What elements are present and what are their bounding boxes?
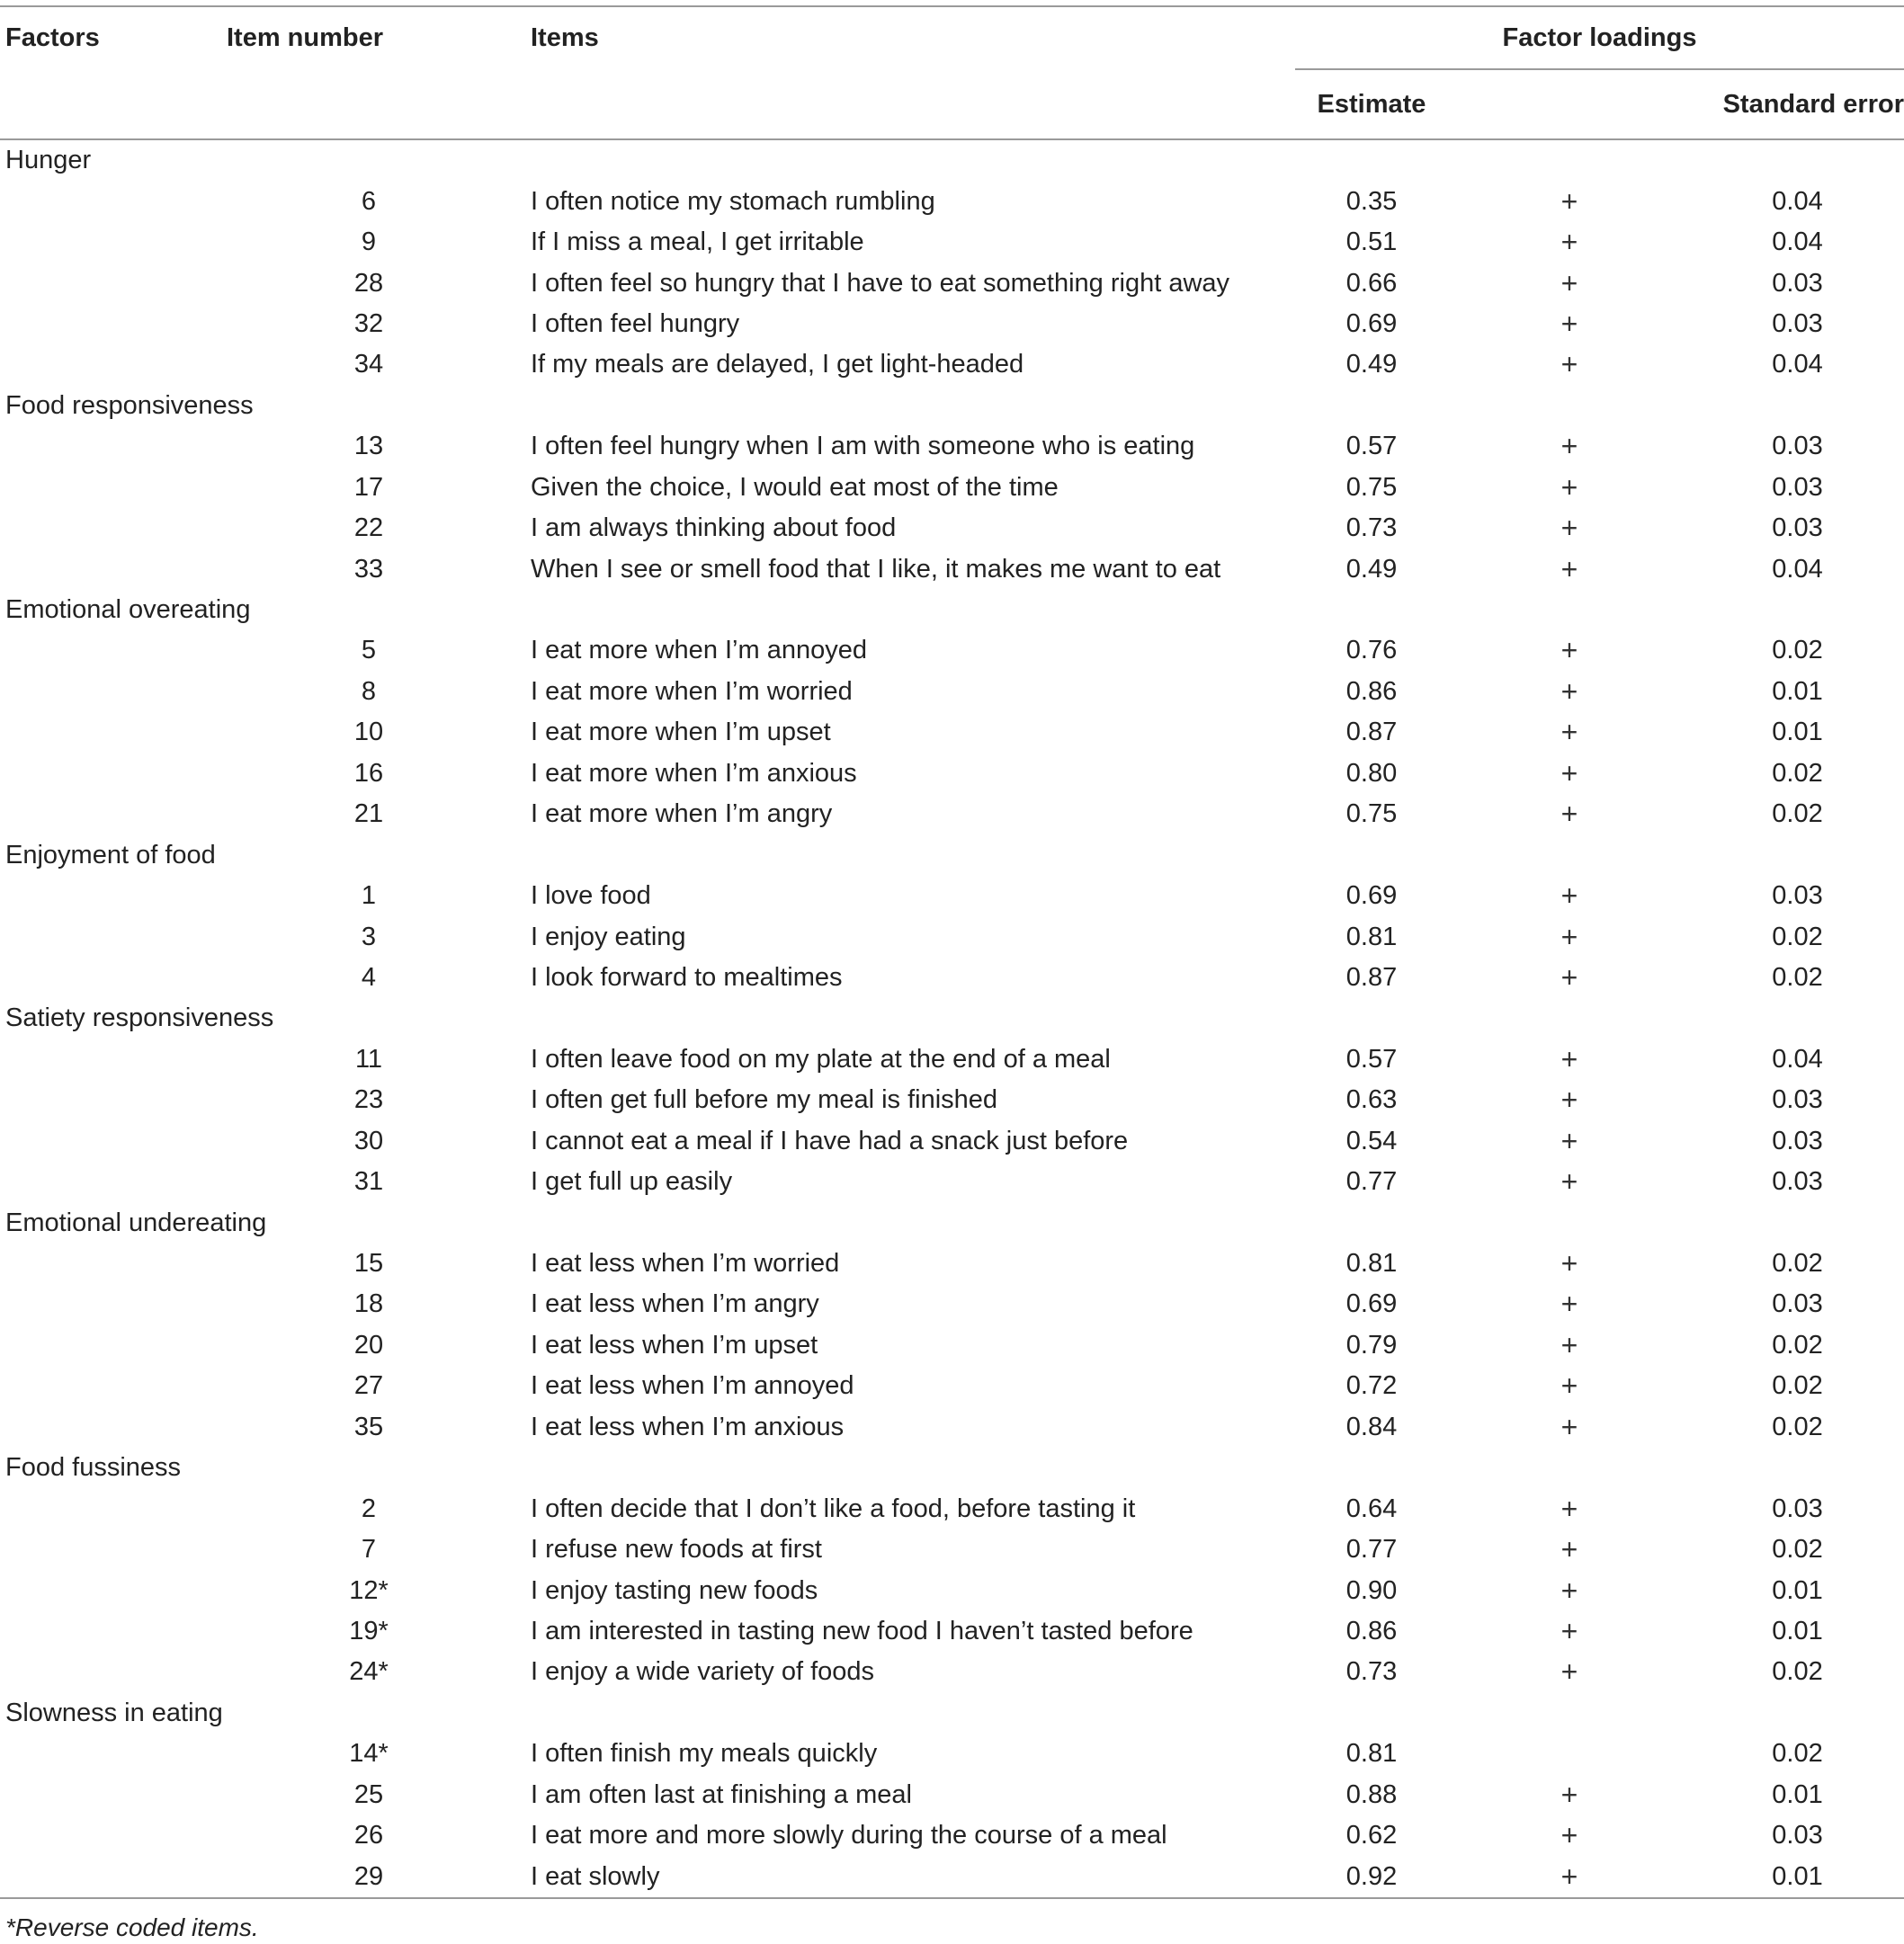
standard-error-value: 0.02 xyxy=(1772,1412,1823,1441)
estimate-value: 0.57 xyxy=(1345,1044,1398,1074)
standard-error-value: 0.03 xyxy=(1772,472,1823,502)
blank-cell xyxy=(0,1856,216,1897)
significance-mark: + xyxy=(1560,348,1578,381)
item-text: I often decide that I don’t like a food, before tasting it xyxy=(531,1494,1136,1523)
item-number: 15 xyxy=(353,1249,384,1279)
header-row-2 xyxy=(0,69,1904,139)
header-spacer xyxy=(1448,69,1691,139)
table-footnote: *Reverse coded items. xyxy=(5,1913,259,1941)
standard-error-value: 0.01 xyxy=(1772,676,1823,706)
item-number: 25 xyxy=(353,1779,384,1809)
factor-group-row xyxy=(0,1693,1904,1734)
table-row xyxy=(0,1652,1904,1692)
factor-name: Enjoyment of food xyxy=(5,840,216,869)
table-row xyxy=(0,754,1904,794)
item-number: 17 xyxy=(353,472,384,502)
blank-cell xyxy=(0,1366,216,1406)
standard-error-value: 0.02 xyxy=(1772,1535,1823,1565)
significance-mark: + xyxy=(1560,1410,1578,1443)
significance-mark: + xyxy=(1560,879,1578,913)
item-text: I often notice my stomach rumbling xyxy=(531,186,935,216)
item-text: I enjoy a wide variety of foods xyxy=(531,1657,875,1687)
item-text: I eat more when I’m anxious xyxy=(531,758,857,788)
table-row xyxy=(0,344,1904,385)
standard-error-value: 0.01 xyxy=(1772,1779,1823,1809)
factor-name: Emotional undereating xyxy=(5,1208,267,1237)
table-row xyxy=(0,672,1904,712)
estimate-value: 0.77 xyxy=(1345,1535,1398,1565)
standard-error-value: 0.04 xyxy=(1772,227,1823,257)
table-row xyxy=(0,916,1904,957)
significance-mark: + xyxy=(1560,716,1578,749)
significance-mark: + xyxy=(1560,1083,1578,1117)
standard-error-value: 0.01 xyxy=(1772,1575,1823,1605)
significance-mark: + xyxy=(1560,756,1578,789)
table-row xyxy=(0,1529,1904,1570)
factor-loadings-table xyxy=(0,5,1904,1899)
estimate-value: 0.69 xyxy=(1345,1289,1398,1319)
significance-mark: + xyxy=(1560,430,1578,463)
item-text: I often leave food on my plate at the end of a meal xyxy=(531,1044,1111,1074)
item-number: 35 xyxy=(353,1412,384,1441)
item-text: I often feel hungry when I am with someone who is eating xyxy=(531,432,1195,461)
blank-cell xyxy=(0,1244,216,1284)
item-text: I eat more when I’m worried xyxy=(531,676,853,706)
header-standard-error: Standard error xyxy=(1691,69,1904,139)
item-number: 33 xyxy=(353,554,384,584)
significance-mark: + xyxy=(1448,1856,1691,1897)
blank-cell xyxy=(0,344,216,385)
significance-mark: + xyxy=(1560,1655,1578,1689)
significance-mark: + xyxy=(1560,674,1578,708)
item-number: 10 xyxy=(353,718,384,747)
item-text: I eat more when I’m annoyed xyxy=(531,636,867,665)
standard-error-value: 0.02 xyxy=(1772,1657,1823,1687)
significance-mark: + xyxy=(1560,512,1578,545)
estimate-value: 0.84 xyxy=(1345,1412,1398,1441)
item-text: I get full up easily xyxy=(531,1167,733,1197)
estimate-value: 0.90 xyxy=(1345,1575,1398,1605)
table-row xyxy=(0,1856,1904,1897)
table-row xyxy=(0,712,1904,753)
standard-error-value: 0.03 xyxy=(1772,1126,1823,1155)
item-text: Given the choice, I would eat most of the time xyxy=(531,472,1059,502)
standard-error-value: 0.02 xyxy=(1772,1330,1823,1360)
blank-cell xyxy=(0,916,216,957)
estimate-value: 0.66 xyxy=(1345,268,1398,298)
significance-mark: + xyxy=(1560,1819,1578,1852)
estimate-value: 0.75 xyxy=(1345,799,1398,829)
significance-mark: + xyxy=(1560,960,1578,994)
table-row xyxy=(0,1244,1904,1284)
header-factors: Factors xyxy=(0,6,216,69)
table-row xyxy=(0,1121,1904,1162)
item-number: 1 xyxy=(361,881,377,911)
standard-error-value: 0.02 xyxy=(1772,799,1823,829)
blank-cell xyxy=(0,1325,216,1366)
standard-error-value: 0.01 xyxy=(1772,1616,1823,1645)
table-row xyxy=(0,1284,1904,1324)
significance-mark: + xyxy=(1560,1247,1578,1280)
table-row xyxy=(0,181,1904,221)
header-factor-loadings: Factor loadings xyxy=(1295,6,1904,69)
significance-mark: + xyxy=(1560,1124,1578,1157)
item-text: I cannot eat a meal if I have had a snack just before xyxy=(531,1126,1129,1155)
table-row xyxy=(0,222,1904,263)
estimate-value: 0.49 xyxy=(1345,350,1398,379)
item-number: 30 xyxy=(353,1126,384,1155)
item-text: I am often last at finishing a meal xyxy=(531,1779,912,1809)
standard-error-value: 0.02 xyxy=(1772,962,1823,992)
significance-mark: + xyxy=(1560,307,1578,340)
blank-cell xyxy=(0,754,216,794)
item-number: 11 xyxy=(354,1044,383,1074)
table-row xyxy=(0,1325,1904,1366)
blank-cell xyxy=(0,794,216,834)
estimate-value: 0.64 xyxy=(1345,1494,1398,1523)
estimate-value: 0.81 xyxy=(1345,922,1398,951)
factor-name: Food responsiveness xyxy=(5,390,254,420)
standard-error-value: 0.03 xyxy=(1772,513,1823,543)
item-number: 24* xyxy=(349,1657,389,1687)
standard-error-value: 0.03 xyxy=(1772,1167,1823,1197)
standard-error-value: 0.03 xyxy=(1772,1289,1823,1319)
blank-cell xyxy=(0,1121,216,1162)
significance-mark: + xyxy=(1560,266,1578,299)
blank-cell xyxy=(0,1652,216,1692)
estimate-value: 0.87 xyxy=(1345,962,1398,992)
blank-cell xyxy=(0,1488,216,1529)
item-number: 8 xyxy=(361,676,377,706)
estimate-value: 0.92 xyxy=(1295,1856,1448,1897)
header-items: Items xyxy=(522,6,1295,69)
blank-cell xyxy=(0,958,216,998)
table-row xyxy=(0,794,1904,834)
item-number: 23 xyxy=(353,1085,384,1115)
item-number: 31 xyxy=(353,1167,384,1197)
item-text: I eat less when I’m anxious xyxy=(531,1412,845,1441)
table-row xyxy=(0,468,1904,508)
estimate-value: 0.54 xyxy=(1345,1126,1398,1155)
blank-cell xyxy=(0,1080,216,1120)
significance-mark: + xyxy=(1560,1778,1578,1811)
estimate-value: 0.77 xyxy=(1345,1167,1398,1197)
item-number: 27 xyxy=(353,1371,384,1401)
table-row xyxy=(0,1162,1904,1202)
significance-mark: + xyxy=(1560,1042,1578,1075)
blank-cell xyxy=(0,1611,216,1652)
item-text: I often get full before my meal is finished xyxy=(531,1085,998,1115)
header-spacer xyxy=(216,69,522,139)
standard-error-value: 0.04 xyxy=(1772,554,1823,584)
factor-group-row xyxy=(0,590,1904,630)
standard-error-value: 0.04 xyxy=(1772,186,1823,216)
significance-mark: + xyxy=(1560,226,1578,259)
item-text: I eat less when I’m angry xyxy=(531,1289,819,1319)
standard-error-value: 0.04 xyxy=(1772,1044,1823,1074)
significance-mark: + xyxy=(1560,1288,1578,1321)
blank-cell xyxy=(0,468,216,508)
blank-cell xyxy=(0,508,216,548)
table-row xyxy=(0,1488,1904,1529)
standard-error-value: 0.03 xyxy=(1772,432,1823,461)
significance-mark: + xyxy=(1560,470,1578,504)
table-row xyxy=(0,1407,1904,1448)
item-number: 18 xyxy=(353,1289,384,1319)
estimate-value: 0.80 xyxy=(1345,758,1398,788)
estimate-value: 0.69 xyxy=(1345,308,1398,338)
standard-error-value: 0.02 xyxy=(1772,636,1823,665)
estimate-value: 0.57 xyxy=(1345,432,1398,461)
estimate-value: 0.79 xyxy=(1345,1330,1398,1360)
item-number: 3 xyxy=(361,922,377,951)
standard-error-value: 0.02 xyxy=(1772,1249,1823,1279)
estimate-value: 0.75 xyxy=(1345,472,1398,502)
estimate-value: 0.51 xyxy=(1345,227,1398,257)
factor-group-row xyxy=(0,834,1904,875)
item-number: 34 xyxy=(353,350,384,379)
estimate-value: 0.63 xyxy=(1345,1085,1398,1115)
blank-cell xyxy=(0,630,216,671)
factor-group-row xyxy=(0,1202,1904,1243)
significance-mark: + xyxy=(1560,1369,1578,1403)
item-text: I eat less when I’m annoyed xyxy=(531,1371,854,1401)
item-number: 21 xyxy=(353,799,384,829)
estimate-value: 0.69 xyxy=(1345,881,1398,911)
item-number: 12* xyxy=(349,1575,389,1605)
table-row xyxy=(0,304,1904,344)
table-row xyxy=(0,508,1904,548)
factor-name: Emotional overeating xyxy=(5,595,251,625)
item-number: 32 xyxy=(353,308,384,338)
item-text: If I miss a meal, I get irritable xyxy=(531,227,864,257)
standard-error-value: 0.01 xyxy=(1772,718,1823,747)
significance-mark: + xyxy=(1560,920,1578,953)
factor-group-row xyxy=(0,998,1904,1039)
estimate-value: 0.76 xyxy=(1345,636,1398,665)
item-text: I often feel so hungry that I have to eat something right away xyxy=(531,268,1230,298)
blank-cell xyxy=(0,263,216,303)
standard-error-value: 0.02 xyxy=(1772,922,1823,951)
item-number: 13 xyxy=(353,432,384,461)
item-text: I enjoy tasting new foods xyxy=(531,1575,818,1605)
standard-error-value: 0.02 xyxy=(1772,758,1823,788)
significance-mark: + xyxy=(1560,798,1578,831)
item-text: I eat more when I’m angry xyxy=(531,799,833,829)
standard-error-value: 0.02 xyxy=(1772,1371,1823,1401)
item-text: I refuse new foods at first xyxy=(531,1535,822,1565)
blank-cell xyxy=(0,712,216,753)
estimate-value: 0.62 xyxy=(1345,1821,1398,1850)
item-text: I enjoy eating xyxy=(531,922,686,951)
table-row xyxy=(0,1080,1904,1120)
factor-name: Hunger xyxy=(5,146,92,175)
blank-cell xyxy=(0,1529,216,1570)
item-text: I eat more and more slowly during the course of a meal xyxy=(531,1821,1167,1850)
table-row xyxy=(0,1734,1904,1774)
blank-cell xyxy=(0,1284,216,1324)
item-number: 19* xyxy=(349,1616,389,1645)
factor-name: Food fussiness xyxy=(5,1453,182,1483)
item-text: I eat less when I’m upset xyxy=(531,1330,818,1360)
table-row xyxy=(0,426,1904,467)
factor-group-row xyxy=(0,386,1904,426)
blank-cell xyxy=(0,1734,216,1774)
blank-cell xyxy=(0,672,216,712)
blank-cell xyxy=(0,1570,216,1610)
table-row xyxy=(0,1039,1904,1080)
blank-cell xyxy=(0,426,216,467)
standard-error-value: 0.02 xyxy=(1772,1739,1823,1769)
estimate-value: 0.35 xyxy=(1345,186,1398,216)
item-number: 14* xyxy=(349,1739,389,1769)
item-number: 6 xyxy=(361,186,377,216)
item-text: I eat more when I’m upset xyxy=(531,718,831,747)
factor-group-row xyxy=(0,139,1904,181)
item-text: When I see or smell food that I like, it makes me want to eat xyxy=(531,554,1221,584)
standard-error-value: 0.03 xyxy=(1772,1821,1823,1850)
factor-group-row xyxy=(0,1448,1904,1488)
estimate-value: 0.81 xyxy=(1345,1739,1398,1769)
blank-cell xyxy=(0,222,216,263)
table-row xyxy=(0,1611,1904,1652)
standard-error-value: 0.03 xyxy=(1772,308,1823,338)
table-row xyxy=(0,630,1904,671)
table-row xyxy=(0,1366,1904,1406)
blank-cell xyxy=(0,548,216,589)
estimate-value: 0.49 xyxy=(1345,554,1398,584)
blank-cell xyxy=(0,1162,216,1202)
item-text: I eat less when I’m worried xyxy=(531,1249,840,1279)
header-spacer xyxy=(0,69,216,139)
blank-cell xyxy=(0,1407,216,1448)
significance-mark: + xyxy=(1560,1614,1578,1647)
header-item-number: Item number xyxy=(216,6,522,69)
item-number: 9 xyxy=(361,227,377,257)
standard-error-value: 0.04 xyxy=(1772,350,1823,379)
significance-mark: + xyxy=(1560,184,1578,218)
header-row-1 xyxy=(0,6,1904,69)
significance-mark xyxy=(1448,1734,1691,1774)
table-row xyxy=(0,1570,1904,1610)
table-row xyxy=(0,1775,1904,1815)
item-text: I love food xyxy=(531,881,651,911)
standard-error-value: 0.03 xyxy=(1772,1494,1823,1523)
standard-error-value: 0.01 xyxy=(1691,1856,1904,1897)
table-row xyxy=(0,876,1904,916)
blank-cell xyxy=(0,1775,216,1815)
item-number: 2 xyxy=(361,1494,377,1523)
blank-cell xyxy=(0,876,216,916)
significance-mark: + xyxy=(1560,1492,1578,1525)
table-row xyxy=(0,1815,1904,1856)
blank-cell xyxy=(0,304,216,344)
blank-cell xyxy=(0,1815,216,1856)
blank-cell xyxy=(0,181,216,221)
significance-mark: + xyxy=(1560,552,1578,585)
significance-mark: + xyxy=(1560,1328,1578,1361)
item-number: 4 xyxy=(361,962,377,992)
blank-cell xyxy=(0,1039,216,1080)
item-number: 26 xyxy=(353,1821,384,1850)
item-number: 28 xyxy=(353,268,384,298)
item-number: 20 xyxy=(353,1330,384,1360)
table-row xyxy=(0,958,1904,998)
standard-error-value: 0.03 xyxy=(1772,1085,1823,1115)
header-spacer xyxy=(522,69,1295,139)
estimate-value: 0.86 xyxy=(1345,676,1398,706)
estimate-value: 0.81 xyxy=(1345,1249,1398,1279)
standard-error-value: 0.03 xyxy=(1772,268,1823,298)
table-row xyxy=(0,263,1904,303)
item-text: I am interested in tasting new food I haven’t tasted before xyxy=(531,1616,1193,1645)
significance-mark: + xyxy=(1560,634,1578,667)
item-number: 22 xyxy=(353,513,384,543)
estimate-value: 0.86 xyxy=(1345,1616,1398,1645)
estimate-value: 0.72 xyxy=(1345,1371,1398,1401)
item-text: If my meals are delayed, I get light-headed xyxy=(531,350,1024,379)
factor-name: Satiety responsiveness xyxy=(5,1003,274,1033)
table-body xyxy=(0,139,1904,1898)
significance-mark: + xyxy=(1560,1574,1578,1607)
item-number: 7 xyxy=(361,1535,377,1565)
header-estimate: Estimate xyxy=(1295,69,1448,139)
estimate-value: 0.73 xyxy=(1345,1657,1398,1687)
item-text: I am always thinking about food xyxy=(531,513,897,543)
item-number: 29 xyxy=(216,1856,522,1897)
standard-error-value: 0.03 xyxy=(1772,881,1823,911)
significance-mark: + xyxy=(1560,1165,1578,1199)
estimate-value: 0.88 xyxy=(1345,1779,1398,1809)
item-text: I often feel hungry xyxy=(531,308,740,338)
item-number: 16 xyxy=(353,758,384,788)
item-text: I look forward to mealtimes xyxy=(531,962,843,992)
item-number: 5 xyxy=(361,636,377,665)
estimate-value: 0.73 xyxy=(1345,513,1398,543)
factor-name: Slowness in eating xyxy=(5,1698,223,1727)
estimate-value: 0.87 xyxy=(1345,718,1398,747)
significance-mark: + xyxy=(1560,1533,1578,1566)
item-text: I often finish my meals quickly xyxy=(531,1739,878,1769)
item-text: I eat slowly xyxy=(522,1856,1295,1897)
table-row xyxy=(0,548,1904,589)
